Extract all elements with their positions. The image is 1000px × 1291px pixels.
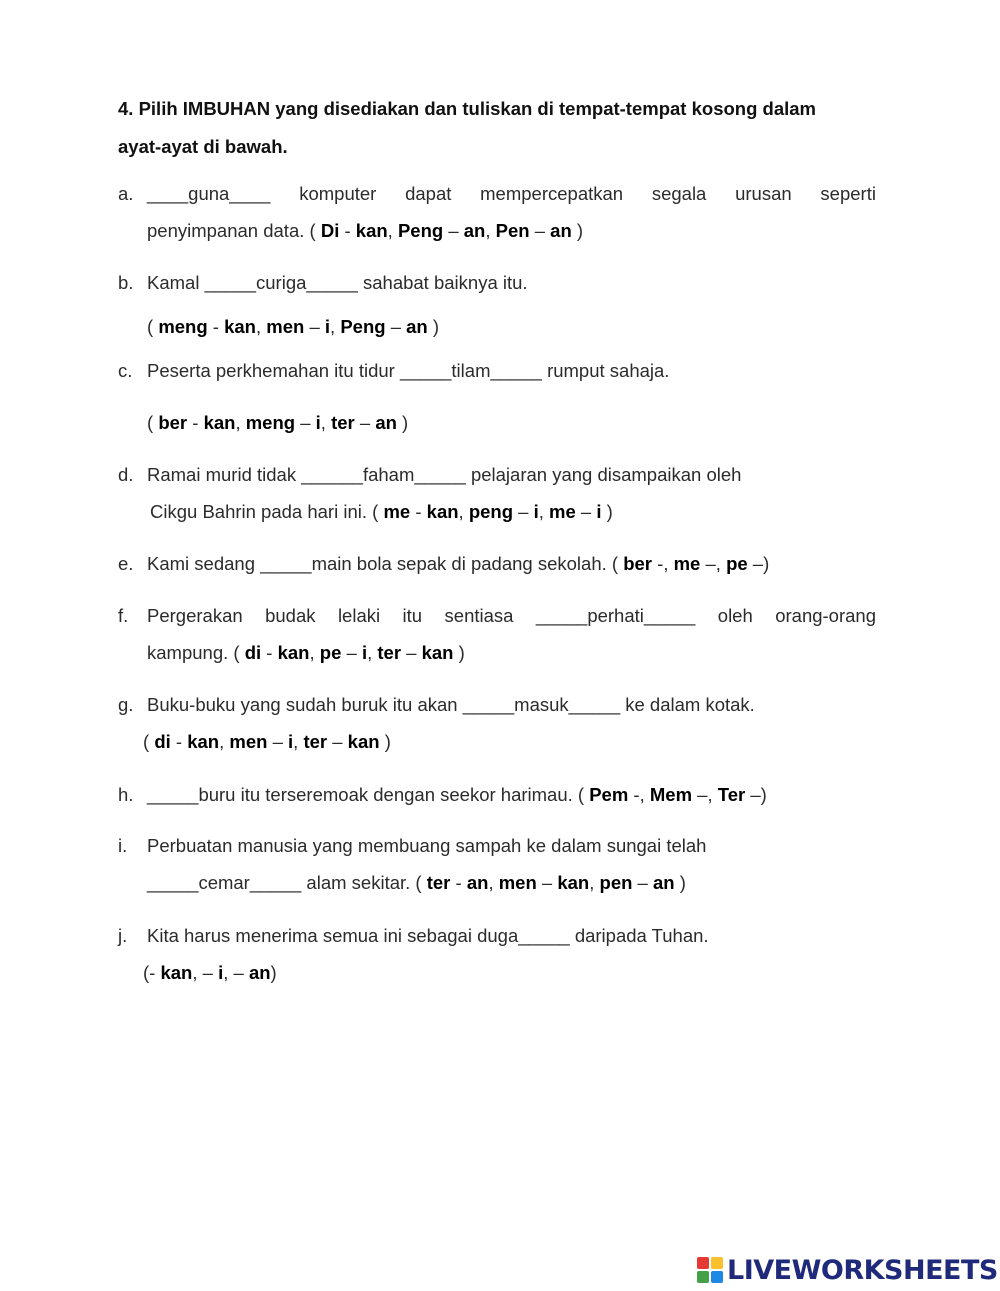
question-j-line-2 — [143, 962, 277, 984]
affix: ter — [377, 642, 402, 663]
affix: pen — [599, 872, 633, 893]
question-b-line-1: Kamal _____curiga_____ sahabat baiknya itu. — [147, 272, 528, 293]
question-d-line-1: Ramai murid tidak ______faham_____ pelajaran yang disampaikan oleh — [147, 464, 742, 485]
question-text: Kami sedang _____main bola sepak di padang sekolah. — [147, 553, 607, 574]
options: ( Di - kan, Peng – an, Pen – an ) — [309, 220, 584, 241]
question-f-line-1 — [147, 605, 876, 627]
affix: Mem — [649, 784, 693, 805]
affix: kan — [224, 316, 256, 337]
options: ( ber - kan, meng – i, ter – an ) — [147, 412, 409, 433]
affix: i — [361, 642, 368, 663]
affix: i — [596, 501, 602, 522]
question-i-line-2 — [147, 872, 686, 894]
affix: me — [673, 553, 701, 574]
question-c-line-1: Peserta perkhemahan itu tidur _____tilam_____ rumput sahaja. — [147, 360, 670, 381]
word: dapat — [405, 183, 452, 204]
logo-square — [697, 1271, 709, 1283]
question-letter: h. — [118, 784, 134, 805]
question-letter: b. — [118, 272, 134, 293]
word: mempercepatkan — [480, 183, 624, 204]
affix: pe — [726, 553, 748, 574]
question-text: _____buru itu terseremoak dengan seekor harimau. — [147, 784, 573, 805]
question-a — [118, 183, 878, 253]
question-letter: a. — [118, 183, 134, 204]
affix: men — [266, 316, 305, 337]
word: lelaki — [337, 605, 381, 626]
affix: Ter — [717, 784, 746, 805]
affix: kan — [557, 872, 590, 893]
question-c-line-2 — [147, 412, 408, 434]
options: ( Pem -, Mem –, Ter –) — [577, 784, 767, 805]
question-g — [118, 694, 878, 764]
question-letter: e. — [118, 553, 134, 574]
word: ____guna____ — [147, 183, 271, 204]
affix: i — [218, 962, 224, 983]
question-g-line-2 — [143, 731, 391, 753]
affix: ter — [303, 731, 328, 752]
affix: meng — [245, 412, 296, 433]
affix: me — [549, 501, 576, 522]
affix: an — [248, 962, 271, 983]
affix: pe — [319, 642, 342, 663]
question-text: penyimpanan data. — [147, 220, 305, 241]
question-c — [118, 360, 878, 440]
affix: Di — [320, 220, 340, 241]
affix: an — [550, 220, 572, 241]
question-b — [118, 272, 878, 342]
question-j — [118, 925, 878, 995]
affix: an — [652, 872, 675, 893]
instruction-line-1: 4. Pilih IMBUHAN yang disediakan dan tuliskan di tempat-tempat kosong dalam — [118, 98, 816, 119]
question-h — [118, 784, 878, 814]
affix: an — [406, 316, 428, 337]
affix: kan — [203, 412, 236, 433]
logo-square — [711, 1257, 723, 1269]
question-f — [118, 605, 878, 675]
question-letter: g. — [118, 694, 134, 715]
affix: i — [324, 316, 331, 337]
word: budak — [265, 605, 316, 626]
word: sentiasa — [444, 605, 514, 626]
affix: i — [288, 731, 294, 752]
affix: Pem — [589, 784, 629, 805]
liveworksheets-mark-icon — [697, 1257, 723, 1283]
question-e-line-1 — [147, 553, 769, 575]
affix: kan — [160, 962, 193, 983]
word: seperti — [820, 183, 876, 204]
affix: ber — [158, 412, 188, 433]
question-f-line-2 — [147, 642, 465, 664]
affix: Peng — [397, 220, 444, 241]
affix: kan — [277, 642, 310, 663]
affix: ber — [623, 553, 652, 574]
options: ( ter - an, men – kan, pen – an ) — [415, 872, 686, 893]
instruction-line-2: ayat-ayat di bawah. — [118, 136, 288, 157]
logo-square — [697, 1257, 709, 1269]
affix: an — [375, 412, 397, 433]
question-e — [118, 553, 878, 583]
word: oleh — [717, 605, 753, 626]
question-text: kampung. — [147, 642, 229, 663]
question-letter: f. — [118, 605, 129, 626]
options: (- kan, – i, – an) — [143, 962, 277, 983]
question-b-line-2 — [147, 316, 439, 338]
affix: me — [383, 501, 411, 522]
affix: kan — [421, 642, 454, 663]
logo-square — [711, 1271, 723, 1283]
question-letter: d. — [118, 464, 134, 485]
options: ( di - kan, men – i, ter – kan ) — [143, 731, 391, 752]
affix: ter — [426, 872, 451, 893]
affix: men — [498, 872, 537, 893]
word: orang-orang — [775, 605, 876, 626]
affix: di — [244, 642, 262, 663]
affix: an — [463, 220, 486, 241]
word: _____perhati_____ — [535, 605, 696, 626]
options: ( me - kan, peng – i, me – i ) — [372, 501, 613, 522]
question-i — [118, 835, 878, 905]
question-letter: j. — [118, 925, 128, 946]
question-letter: c. — [118, 360, 133, 381]
question-g-line-1: Buku-buku yang sudah buruk itu akan _____masuk_____ ke dalam kotak. — [147, 694, 755, 715]
question-d — [118, 464, 878, 534]
affix: kan — [426, 501, 459, 522]
options: ( di - kan, pe – i, ter – kan ) — [233, 642, 465, 663]
question-a-line-1 — [147, 183, 876, 205]
word: Pergerakan — [147, 605, 243, 626]
affix: i — [315, 412, 321, 433]
instruction — [118, 90, 888, 166]
word: segala — [651, 183, 707, 204]
affix: kan — [347, 731, 380, 752]
options: ( ber -, me –, pe –) — [611, 553, 770, 574]
question-i-line-1: Perbuatan manusia yang membuang sampah ke dalam sungai telah — [147, 835, 707, 856]
affix: Peng — [340, 316, 386, 337]
liveworksheets-logo — [697, 1253, 998, 1287]
word: urusan — [735, 183, 792, 204]
affix: men — [229, 731, 268, 752]
affix: an — [466, 872, 489, 893]
logo-text: LIVEWORKSHEETS — [727, 1254, 998, 1286]
question-text: Cikgu Bahrin pada hari ini. — [150, 501, 367, 522]
question-j-line-1: Kita harus menerima semua ini sebagai duga_____ daripada Tuhan. — [147, 925, 709, 946]
word: itu — [402, 605, 423, 626]
affix: peng — [468, 501, 514, 522]
question-d-line-2 — [150, 501, 613, 523]
affix: i — [533, 501, 539, 522]
question-letter: i. — [118, 835, 128, 856]
options: ( meng - kan, men – i, Peng – an ) — [147, 316, 440, 337]
question-a-line-2 — [147, 220, 583, 242]
affix: kan — [187, 731, 220, 752]
affix: meng — [158, 316, 208, 337]
affix: ter — [331, 412, 355, 433]
affix: di — [154, 731, 171, 752]
affix: Pen — [495, 220, 530, 241]
question-h-line-1 — [147, 784, 767, 806]
word: komputer — [299, 183, 377, 204]
affix: kan — [355, 220, 388, 241]
question-text: _____cemar_____ alam sekitar. — [147, 872, 411, 893]
